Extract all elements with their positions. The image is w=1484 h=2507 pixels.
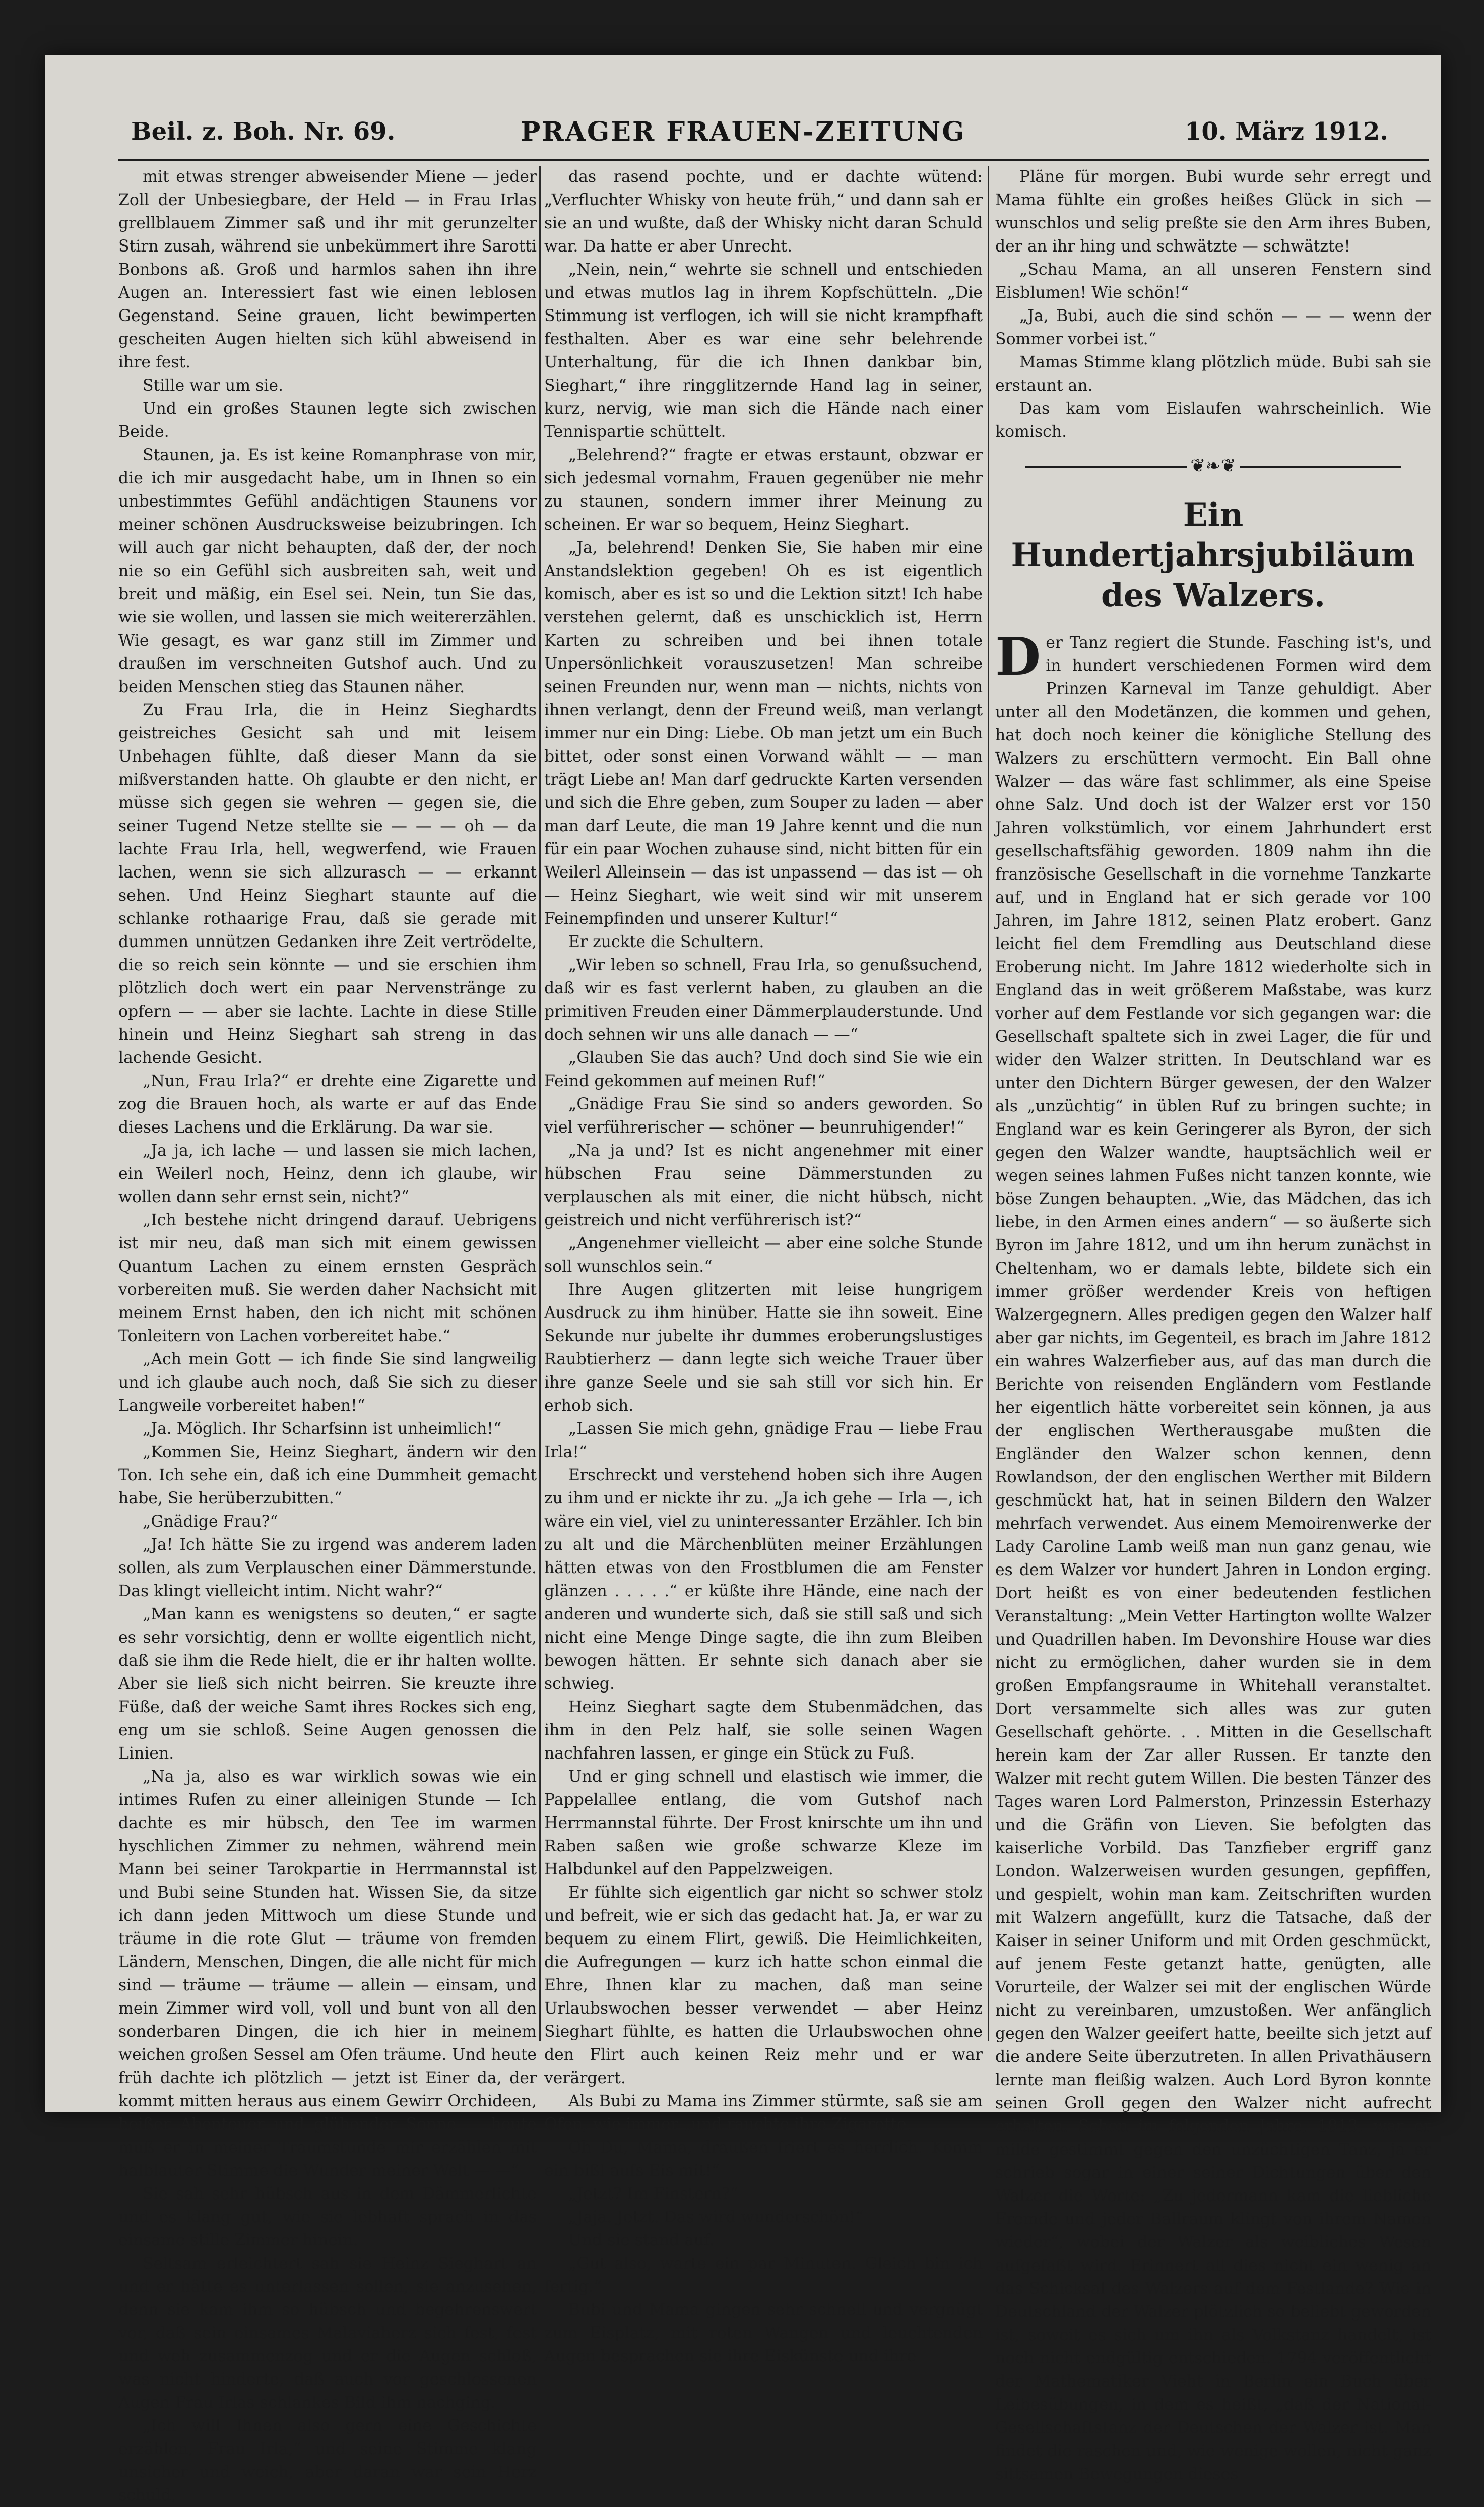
paragraph: „Na ja, also es war wirklich sowas wie ein intimes Rufen zu einer alleinigen Stunde — Ich dachte es mir hübsch, den Tee im warmen hyschlichen Zimmer zu nehmen, während mein Mann bei seiner Tarokpartie in Herrmannstal ist und Bubi seine Stunden hat. Wissen Sie, da sitze ich dann jeden Mittwoch um diese Stunde und träume in die rote Glut — träume von fremden Ländern, Menschen, Dingen, die alle nicht für mich sind — träume — träume — allein — einsam, und mein Zimmer wird voll, voll und bunt von all den sonderbaren Dingen, die ich hier in meinem weichen großen Sessel am Ofen träume. Und heute früh dachte ich plötzlich — jetzt ist Einer da, der kommt mitten heraus aus einem Gewirr Orchideen, heißer Abenteuer und glühender Sonne — heute muß er in meiner Traumstunde mir erzählen mit halblauter Stimme die Wunder meiner Welt — —“ (118, 1768, 537, 2180)
article-headline: Ein Hundertjahrsjubiläum des Walzers. (1011, 496, 1415, 614)
paragraph: „Lassen Sie mich gehn, gnädige Frau — liebe Frau Irla!“ (544, 1420, 983, 1461)
issue-date: 10. März 1912. (1184, 117, 1388, 146)
paragraph: „Ja! Ich hätte Sie zu irgend was anderem laden sollen, als zum Verplauschen einer Dämmerstunde. Das klingt vielleicht intim. Nicht wahr?“ (118, 1536, 537, 1600)
paragraph: Er fühlte sich eigentlich gar nicht so schwer stolz und befreit, wie er sich das gedacht hat. Ja, er war zu bequem zu einem Flirt, gewiß. Die Heimlichkeiten, die Aufregungen — kurz ich hatte schon einmal die Ehre, Ihnen klar zu machen, daß man seine Urlaubswochen besser verwendet — aber Heinz Sieghart fühlte, es hatten die Urlaubswochen ohne den Flirt auch keinen Reiz mehr und er war verärgert. (544, 1884, 983, 2087)
column-divider (988, 166, 989, 2041)
paragraph: Heinz Sieghart sagte dem Stubenmädchen, das ihm in den Pelz half, sie solle seinen Wagen nachfahren lassen, er ginge ein Stück zu Fuß. (544, 1698, 983, 1763)
paragraph: Stille war um sie. (143, 377, 283, 395)
paragraph: „Ja ja, ich lache — und lassen sie mich lachen, ein Weilerl noch, Heinz, denn ich glaube, wir wollen dann sehr ernst sein, nicht?“ (118, 1142, 537, 1206)
paragraph: „Na ja und? Ist es nicht angenehmer mit einer hübschen Frau seine Dämmerstunden zu verplauschen als mit einer, die nicht hübsch, nicht geistreich und nicht verführerisch ist?“ (544, 1142, 983, 1229)
paragraph: „Jetzt? Im Finstern?“ (568, 2185, 738, 2203)
paragraph: „Glauben Sie das auch? Und doch sind Sie wie ein Feind gekommen auf meinen Ruf!“ (544, 1049, 983, 1090)
paragraph: Pläne für morgen. Bubi wurde sehr erregt und Mama fühlte ein großes heißes Glück in sich — wunschlos und selig preßte sie den Arm ihres Buben, der an ihr hing und schwätzte — schwätzte! (995, 168, 1431, 256)
paragraph: das rasend pochte, und er dachte wütend: „Verfluchter Whisky von heute früh,“ und dann sah er sie an und wußte, daß der Whisky nicht daran Schuld war. Da hatte er aber Unrecht. (544, 168, 983, 256)
paragraph: „Ja, belehrend! Denken Sie, Sie haben mir eine Anstandslektion gegeben! Oh es ist eigentlich komisch, aber es ist so und die Lektion sitzt! Ich habe verstehen gelernt, daß es unschicklich ist, Herrn Karten zu schreiben und bei ihnen totale Unpersönlichkeit vorauszusetzen! Man schreibe seinen Freunden nur, wenn man — nichts, nichts von ihnen verlangt, denn der Freund weiß, man verlangt immer nur ein Ding: Liebe. Ob man jetzt um ein Buch bittet, oder sonst einen Vorwand wählt — — man trägt Liebe an! Man darf gedruckte Karten versenden und sich die Ehre geben, zum Souper zu laden — aber man darf Leute, die man 19 Jahre kennt und die nun für ein paar Wochen zuhause sind, nicht bitten für ein Weilerl Alleinsein — das ist unpassend — das ist — oh — Heinz Sieghart, wie weit sind wir mit unserem Feinempfinden und unserer Kultur!“ (544, 539, 983, 928)
paragraph: „Nein, nein,“ wehrte sie schnell und entschieden und etwas mutlos lag in ihrem Kopfschütteln. „Die Stimmung ist verflogen, ich will sie nicht krampfhaft festhalten. Aber es war eine sehr belehrende Unterhaltung, für die ich Ihnen dankbar bin, Sieghart,“ ihre ringglitzernde Hand lag in seiner, kurz, nervig, wie man sich die Hände nach einer Tennispartie schüttelt. (544, 261, 983, 441)
section-ornament (995, 457, 1431, 477)
paragraph: Und ein großes Staunen legte sich zwischen Beide. (118, 400, 537, 441)
paragraph: „Wir leben so schnell, Frau Irla, so genußsuchend, daß wir es fast verlernt haben, zu glauben an die primitiven Freuden einer Dämmerplauderstunde. Und doch sehnen wir uns alle danach — —“ (544, 956, 983, 1044)
paragraph: Zu Frau Irla, die in Heinz Sieghardts geistreiches Gesicht sah und mit leisem Unbehagen fühlte, daß dieser Mann da sie mißverstanden hatte. Oh glaubte er den nicht, er müsse sich gegen sie wehren — gegen sie, die seiner Tugend Netze stellte sie — — — oh — da lachte Frau Irla, hell, wegwerfend, wie Frauen lachen, wenn sie sich allzurasch — — erkannt sehen. Und Heinz Sieghart staunte auf die schlanke rothaarige Frau, daß sie gerade mit dummen unnützen Gedanken ihre Zeit vertrödelte, die so reich sein könnte — und sie erschien ihm plötzlich doch wert ein paar Nervenstränge zu opfern — — aber sie lachte. Lachte in diese Stille hinein und Heinz Sieghart sah streng in das lachende Gesicht. (118, 701, 537, 1067)
paragraph: Oh Du, Mama, draußen friert es herrlich. Komm ein bißl aufs Eis mit!“ (544, 2139, 983, 2180)
paragraph: Und er ging schnell und elastisch wie immer, die Pappelallee entlang, die vom Gutshof nach Herrmannstal führte. Der Frost knirschte um ihn und Raben saßen wie große schwarze Kleze im Halbdunkel auf den Pappelzweigen. (544, 1768, 983, 1878)
page-header (76, 113, 1411, 164)
column-1 (118, 165, 537, 2504)
article-body (995, 625, 1431, 2486)
story-ending (995, 165, 1431, 444)
ornament-flourish-icon: ❦❧❦ (1190, 456, 1236, 476)
paragraph: Ihre Augen glitzerten mit leise hungrigem Ausdruck zu ihm hinüber. Hatte sie ihn soweit. Eine Sekunde nur jubelte ihr dummes eroberungslustiges Raubtierherz — dann legte sich weiche Trauer über ihre ganze Seele und sie sah still vor sich hin. Er erhob sich. (544, 1281, 983, 1415)
paragraph: Als Bubi zu Mama ins Zimmer stürmte, saß sie am Ofen, wie immer „und rauchte ihre Zigarette. (544, 2092, 983, 2134)
paragraph: „Gnädige Frau?“ (143, 1513, 278, 1531)
issue-reference: Beil. z. Boh. Nr. 69. (131, 117, 396, 146)
paragraph: Bubi und Mama gingen sehr schnell und vergnügt zum Eisplatz, mit roten Wangen und leuchtenden Augen besprachen sie ihre Eiskünste und ihre (544, 2301, 983, 2365)
paragraph: „Gnädige Frau Sie sind so anders geworden. So viel verführerischer — schöner — beunruhigender!“ (544, 1095, 983, 1137)
drop-cap: D (995, 625, 1041, 687)
paragraph: mit etwas strenger abweisender Miene — jeder Zoll der Unbesiegbare, der Held — in Frau Irlas grellblauem Zimmer saß und ihr mit gerunzelter Stirn zusah, während sie unbekümmert ihre Sarotti Bonbons aß. Groß und harmlos sahen ihn ihre Augen an. Interessiert fast wie einen leblosen Gegenstand. Seine grauen, licht bewimperten gescheiten Augen hielten sich kühl abweisend in ihre fest. (118, 168, 537, 371)
paragraph: „Man kann es wenigstens so deuten,“ er sagte es sehr vorsichtig, denn er wollte eigentlich nicht, daß sie ihm die Rede hielt, die er ihr halten wollte. Aber sie ließ sich nicht beirren. Sie kreuzte ihre Füße, daß der weiche Samt ihres Rockes sich eng, eng um sie schloß. Seine Augen genossen die Linien. (118, 1605, 537, 1763)
paragraph: Erschreckt und verstehend hoben sich ihre Augen zu ihm und er nickte ihr zu. „Ja ich gehe — Irla —, ich wäre ein viel, viel zu uninteressanter Erzähler. Ich bin zu alt und die Märchenblüten meiner Erzählungen hätten etwas von den Frostblumen die am Fenster glänzen . . . . .“ er küßte ihre Hände, eine nach der anderen und wunderte sich, daß sie still saß und sich nicht eine Menge Dinge sagte, die ihn zum Bleiben bewogen hätten. Er sehnte sich danach aber sie schwieg. (544, 1466, 983, 1693)
paragraph: „Ach mein Gott — ich finde Sie sind langweilig und ich glaube auch noch, daß Sie sich zu dieser Langweile vorbereitet haben!“ (118, 1350, 537, 1415)
paragraph: „Nun, Frau Irla?“ er drehte eine Zigarette und zog die Brauen hoch, als warte er auf das Ende dieses Lachens und die Erklärung. Da war sie. (118, 1072, 537, 1137)
paragraph: „Angenehmer vielleicht — aber eine solche Stunde soll wunschlos sein.“ (544, 1234, 983, 1276)
paragraph: Er zuckte die Schultern. (568, 933, 764, 951)
paragraph: „Ich bestehe nicht dringend darauf. Uebrigens ist mir neu, daß man sich mit einem gewissen Quantum Lachen zu einem ernsten Gespräch vorbereiten muß. Sie werden daher Nachsicht mit meinem Ernst haben, den ich nicht mit schönen Tonleitern von Lachen vorbereitet habe.“ (118, 1211, 537, 1345)
header-rule (118, 159, 1429, 161)
paragraph: Und sie stand auf. (568, 2231, 715, 2249)
paragraph: Mamas Stimme klang plötzlich müde. Bubi sah sie erstaunt an. (995, 353, 1431, 395)
paragraph: „Kommen Sie, Heinz Sieghart, ändern wir den Ton. Ich sehe ein, daß ich eine Dummheit gemacht habe, Sie herüberzubitten.“ (118, 1443, 537, 1508)
paragraph: „Belehrend?“ fragte er etwas erstaunt, obzwar er sich jedesmal vornahm, Frauen gegenüber nie mehr zu staunen, sondern immer ihrer Meinung zu scheinen. Er war so bequem, Heinz Sieghart. (544, 446, 983, 534)
article-text: er Tanz regiert die Stunde. Fasching ist's, und in hundert verschiedenen Formen wird dem Prinzen Karneval im Tanze gehuldigt. Aber unter all den Modetänzen, die kommen und gehen, hat doch noch keiner die königliche Stellung des Walzers zu erschüttern vermocht. Ein Ball ohne Walzer — das wäre fast schlimmer, als eine Speise ohne Salz. Und doch ist der Walzer erst vor 150 Jahren volkstümlich, vor einem Jahrhundert erst gesellschaftsfähig geworden. 1809 nahm ihn die französische Gesellschaft in die vornehme Tanzkarte auf, und in England hat er sich gerade vor 100 Jahren, im Jahre 1812, seinen Platz erobert. Ganz leicht fiel dem Fremdling aus Deutschland diese Eroberung nicht. Im Jahre 1812 wiederholte sich in England das in weit größerem Maßstabe, was kurz vorher auf dem Festlande vor sich gegangen war: die Gesellschaft spaltete sich in zwei Lager, die für und wider den Walzer stritten. In Deutschland war es unter den Dichtern Bürger gewesen, der den Walzer als „unzüchtig“ in üblen Ruf zu bringen suchte; in England war es kein Geringerer als Byron, der sich gegen den Walzer wandte, hauptsächlich weil er wegen seines lahmen Fußes nicht tanzen konnte, wie böse Zungen behaupten. „Wie, das Mädchen, das ich liebe, in den Armen eines andern“ — so äußerte sich Byron im Jahre 1812, und um ihn herum zunächst in Cheltenham, wo er damals lebte, bildete sich ein immer größer werdender Kreis von heftigen Walzergegnern. Alles predigen gegen den Walzer half aber gar nichts, im Gegenteil, es brach im Jahre 1812 ein wahres Walzerfieber aus, auf das man durch die Berichte von reisenden Engländern vom Festlande her eigentlich hätte vorbereitet sein können, ja aus der englischen Wertherausgabe mußten die Engländer den Walzer schon kennen, denn Rowlandson, der den englischen Werther mit Bildern geschmückt hat, hat in seinen Bildern den Walzer mehrfach verwendet. Aus einem Memoirenwerke der Lady Caroline Lamb weiß man nun ganz genau, wie es dem Walzer vor hundert Jahren in London erging. Dort heißt es von einer bedeutenden festlichen Veranstaltung: „Mein Vetter Hartington wollte Walzer und Quadrillen haben. Im Devonshire House war dies nicht zu ermöglichen, daher wurden sie in dem großen Empfangsraume in Whitehall veranstaltet. Dort versammelte sich alles was zur guten Gesellschaft gehörte. . . Mitten in die Gesellschaft herein kam der Zar aller Russen. Er tanzte den Walzer mit recht gutem Willen. Die besten Tänzer des Tages waren Lord Palmerston, Prinzessin Esterhazy und die Gräfin von Lieven. Sie befolgten das kaiserliche Vorbild. Das Tanzfieber ergriff ganz London. Walzerweisen wurden gesungen, gepfiffen, und gespielt, wohin man kam. Zeitschriften wurden mit Walzern angefüllt, kurz die Tatsache, daß der Kaiser in seiner Uniform und mit Orden geschmückt, auf jenem Feste getanzt hatte, genügten, alle Vorurteile, der Walzer sei mit der englischen Würde nicht zu vereinbaren, umzustoßen. Wer anfänglich gegen den Walzer geeifert hatte, beeilte sich jetzt auf die andere Seite überzutreten. In allen Privathäusern lernte man fleißig walzen. Auch Lord Byron konnte seinen Groll gegen den Walzer nicht aufrecht erhalten. Schon im folgenden Jahre, 1813, war er milde gestimmt gegen den unzüchtigen Tanz, ja er schrieb sogar in einer seiner Dichtungen über den Walzer die Worte: „Zu jedermann kam die liebliche Fremde und jeder Ballraum klingt von ihrem Namen wieder“, wobei der Walzer als weibliches Wesen aufgefaßt wird. Erinnert all dies nicht ein wenig an das Schicksal des Walzers auf dem Festlande? Wie in Deutschland der Walzer plötzlich so beliebt geworden ist, soweit es sich um ihn als Volkstanz handelt, ist noch nicht endgültig entschieden. 1794 veröffentlicht der Mathematiker Vieht in Berlin ein Buch über Leibesübungen, in dem es heißt, „daß der National-Gesellschaftstanz der Deutschen der Walzer ist. Man findet die raschen und, wie wenige wollen, nicht ganz sittsamen Bewegungen dieses (995, 634, 1431, 2483)
paragraph: „Ich will Ihnen also gern eine Geschichte erzählen, Frau Irla,“ und seine Stimme klang unsicher und weich, aber daran war sein Herz schuld, (118, 2417, 537, 2504)
paragraph: Staunen, ja. Es ist keine Romanphrase von mir, die ich mir ausgedacht habe, um in Ihnen so ein unbestimmtes Gefühl andächtigen Staunens vor meiner schönen Ausdrucksweise beizubringen. Ich will auch gar nicht behaupten, daß der, der noch nie so ein Gefühl sich ausbreiten sah, weit und breit und mäßig, ein Esel sei. Nein, tun Sie das, wie sie wollen, und lassen sie mich weitererzählen. Wie gesagt, es war ganz still im Zimmer und draußen im verschneiten Gutshof auch. Und zu beiden Menschen stieg das Staunen näher. (118, 446, 537, 696)
paragraph: „Gut also, warte ein par Minuten. Gleich bin ich fertig.“ (544, 2254, 983, 2296)
column-2 (544, 165, 983, 2365)
newspaper-title: PRAGER FRAUEN-ZEITUNG (521, 116, 966, 147)
column-divider (539, 166, 541, 2041)
paragraph: „Jaja. Jetzt. Das wird wunderschön!“ (568, 2208, 864, 2226)
paragraph: Seltsam erleichtert sah sie Heinz Sieghart an und er hätte es unterlassen sollen, sie anzusehen, denn sie kam ihm so hübsch und begehrenswert vor, daß sein einsames Malaviaherz sich fest, fest und weh zusammenzog und er die Augen schloß, was nicht hinderte, daß auch vor geschlossenen Augen Frau Irlas schlankes Bild ihm nachging. (118, 2254, 537, 2412)
column-3 (995, 165, 1431, 2483)
paragraph: „Ja, Bubi, auch die sind schön — — — wenn der Sommer vorbei ist.“ (995, 307, 1431, 348)
paragraph: Sie sah sehr hübsch aus in dem Dämmerlichte und es klang gut, wie sie lebhaft sprach in das einsame stille Zimmer hinein. (118, 2185, 537, 2249)
paragraph: „Ja. Möglich. Ihr Scharfsinn ist unheimlich!“ (143, 1420, 502, 1438)
paragraph: „Schau Mama, an all unseren Fenstern sind Eisblumen! Wie schön!“ (995, 261, 1431, 302)
paragraph: Das kam vom Eislaufen wahrscheinlich. Wie komisch. (995, 400, 1431, 441)
